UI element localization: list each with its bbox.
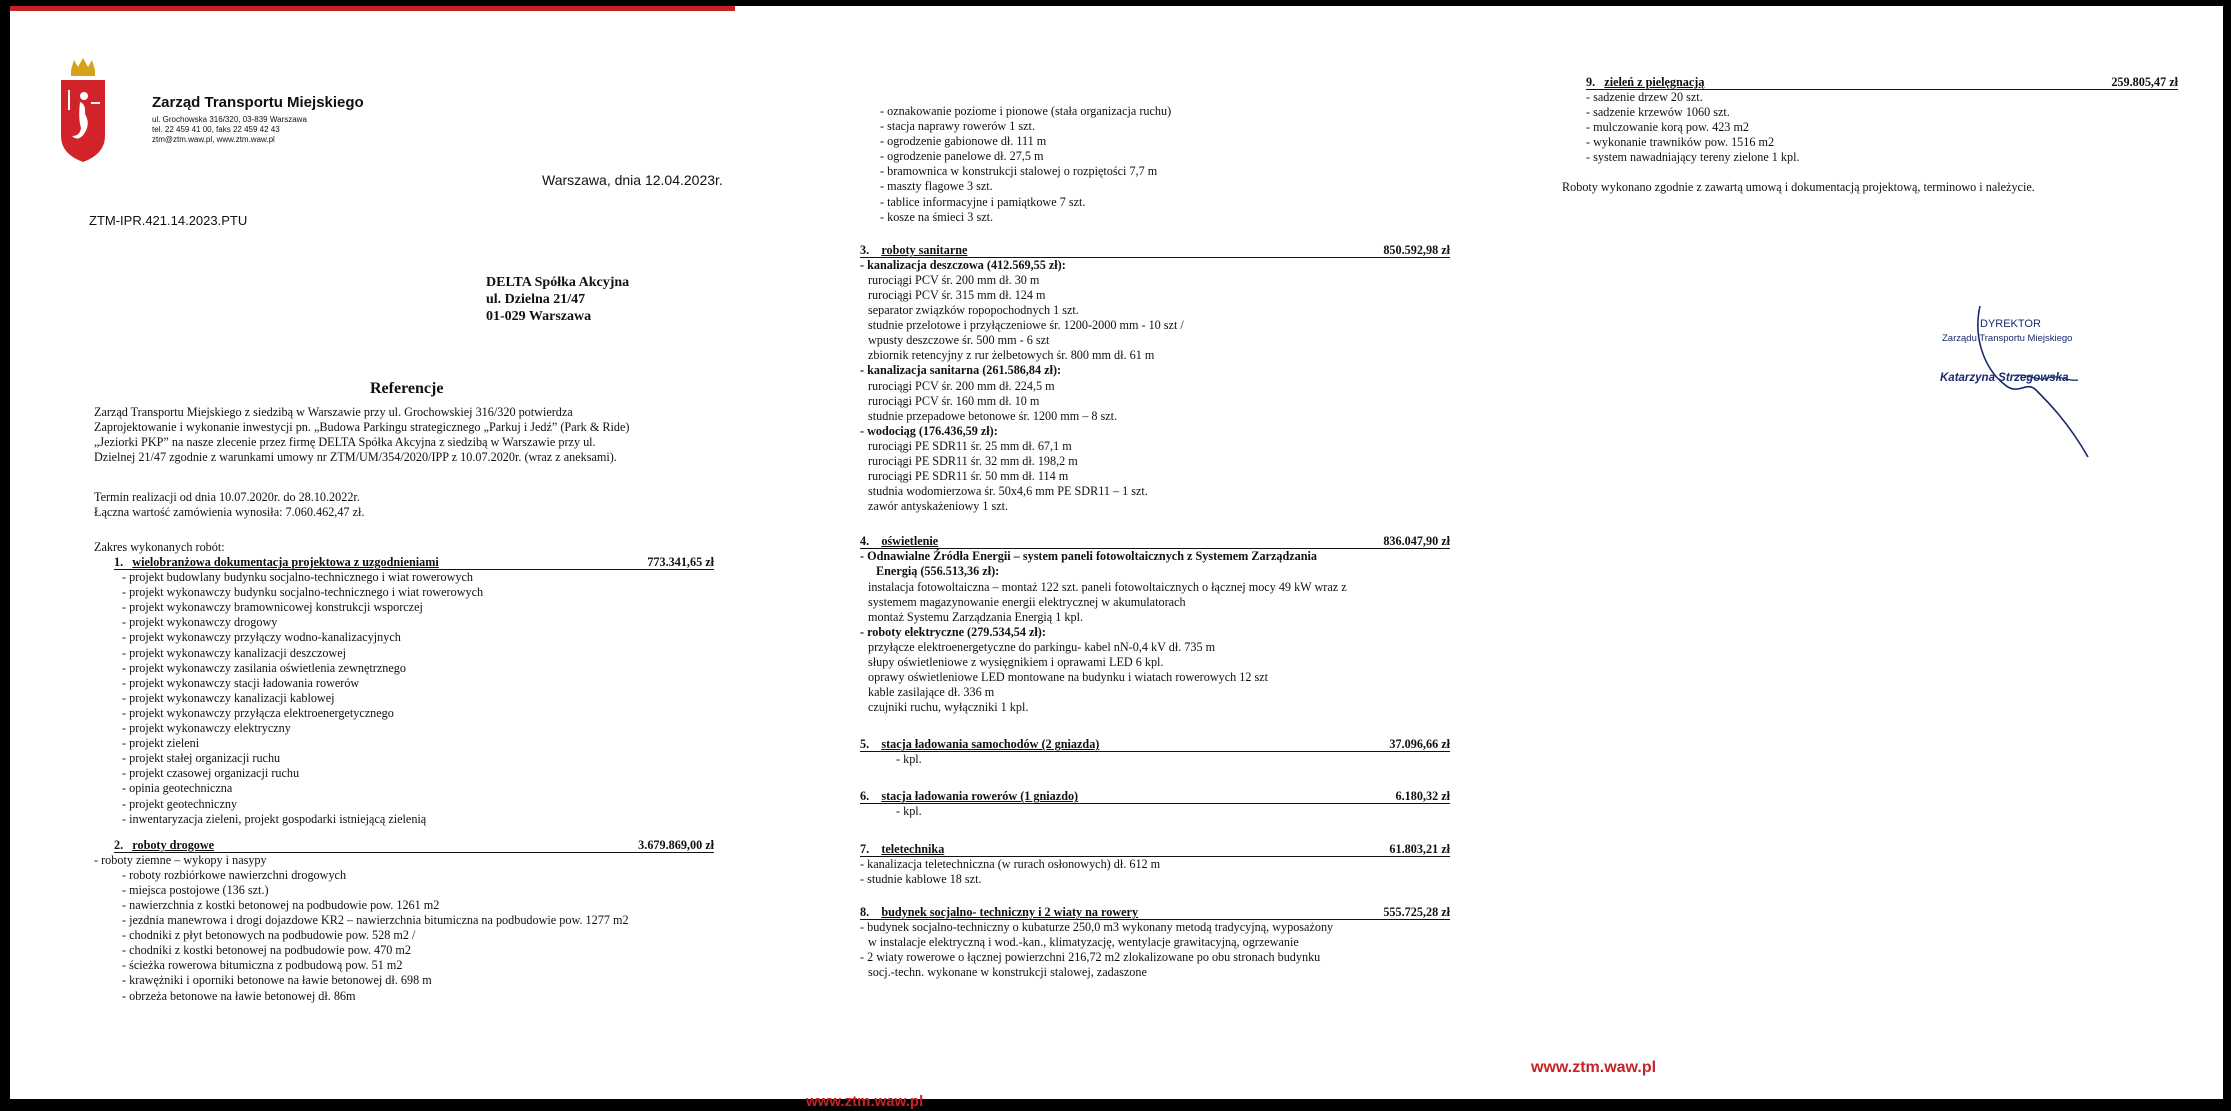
section-9-items	[1586, 90, 2178, 165]
list-item: - projekt wykonawczy drogowy	[122, 615, 278, 630]
list-item: - projekt wykonawczy budynku socjalno-technicznego i wiat rowerowych	[122, 585, 484, 600]
intro-line: „Jeziorki PKP” na nasze zlecenie przez firmę DELTA Spółka Akcyjna z siedzibą w Warszawie przy ul.	[94, 435, 596, 450]
signature-block	[1928, 302, 2158, 467]
section-amount: 555.725,28 zł	[1383, 904, 1450, 919]
section-header: 7. teletechnika 61.803,21 zł	[860, 841, 1450, 856]
list-item: rurociągi PCV śr. 200 mm dł. 30 m	[868, 272, 1040, 287]
section-title: stacja ładowania samochodów (2 gniazda)	[881, 737, 1100, 752]
section-amount: 259.805,47 zł	[2111, 75, 2178, 89]
subgroup-heading: - Odnawialne Źródła Energii – system paneli fotowoltaicznych z Systemem Zarządzania	[860, 549, 1318, 564]
list-item: - krawężniki i oporniki betonowe na ławie betonowej dł. 698 m	[122, 973, 432, 988]
list-item: - system nawadniający tereny zielone 1 kpl.	[1586, 150, 1800, 165]
list-item: - studnie kablowe 18 szt.	[860, 871, 982, 886]
date-line: Warszawa, dnia 12.04.2023r.	[542, 172, 723, 188]
scope-intro: Zakres wykonanych robót:	[94, 540, 225, 554]
letterhead	[58, 58, 364, 171]
list-item: - chodniki z kostki betonowej na podbudowie pow. 470 m2	[122, 943, 411, 958]
scope-col1	[94, 540, 714, 1004]
list-item: rurociągi PCV śr. 200 mm dł. 224,5 m	[868, 378, 1055, 393]
section-header: 1. wielobranżowa dokumentacja projektowa z uzgodnieniami 773.341,65 zł	[114, 555, 714, 570]
list-item: - bramownica w konstrukcji stalowej o rozpiętości 7,7 m	[880, 164, 1158, 179]
section-title: roboty drogowe	[132, 837, 215, 852]
list-item: - opinia geotechniczna	[122, 781, 233, 796]
list-item: - projekt zieleni	[122, 736, 200, 751]
list-item: kable zasilające dł. 336 m	[868, 685, 995, 700]
list-item: - wykonanie trawników pow. 1516 m2	[1586, 135, 1775, 150]
list-item: - ogrodzenie gabionowe dł. 111 m	[880, 134, 1047, 149]
section-4-body	[860, 549, 1450, 715]
list-item: - nawierzchnia z kostki betonowej na podbudowie pow. 1261 m2	[122, 897, 440, 912]
list-item: zbiornik retencyjny z rur żelbetowych śr. 800 mm dł. 61 m	[868, 348, 1155, 363]
signature-org: Zarządu Transportu Miejskiego	[1942, 333, 2073, 344]
list-item: - projekt wykonawczy przyłącza elektroenergetycznego	[122, 705, 394, 720]
section-amount: 836.047,90 zł	[1383, 534, 1450, 549]
section-header: 3. roboty sanitarne 850.592,98 zł	[860, 242, 1450, 257]
list-item: - obrzeża betonowe na ławie betonowej dł. 86m	[122, 988, 356, 1003]
list-item: oprawy oświetleniowe LED montowane na budynku i wiatach rowerowych 12 szt	[868, 670, 1269, 685]
section-3-body	[860, 258, 1450, 515]
list-item: - projekt czasowej organizacji ruchu	[122, 766, 300, 781]
subgroup-heading: - kanalizacja deszczowa (412.569,55 zł):	[860, 257, 1066, 272]
list-item: - projekt budowlany budynku socjalno-technicznego i wiat rowerowych	[122, 570, 473, 585]
list-item: - ogrodzenie panelowe dł. 27,5 m	[880, 149, 1044, 164]
intro-line: Zaprojektowanie i wykonanie inwestycji pn. „Budowa Parkingu strategicznego „Parkuj i Jedź” (Park & Ride)	[94, 420, 630, 435]
section-header: 6. stacja ładowania rowerów (1 gniazdo) 6.180,32 zł	[860, 789, 1450, 804]
section-header: 9. zieleń z pielęgnacją 259.805,47 zł	[1586, 75, 2178, 89]
section-amount: 6.180,32 zł	[1395, 789, 1450, 804]
subgroup-heading: - roboty elektryczne (279.534,54 zł):	[860, 624, 1046, 639]
recipient-line: 01-029 Warszawa	[486, 309, 592, 324]
list-item: systemem magazynowanie energii elektrycznej w akumulatorach	[868, 594, 1186, 609]
section-title: zieleń z pielęgnacją	[1604, 75, 1705, 89]
scope-col3	[1562, 75, 2178, 196]
org-address: ul. Grochowska 316/320, 03-839 Warszawa	[152, 115, 307, 124]
section-header: 5. stacja ładowania samochodów (2 gniazda) 37.096,66 zł	[860, 737, 1450, 752]
footer-url-cut: www.ztm.waw.pl	[806, 1093, 924, 1110]
list-item: rurociągi PE SDR11 śr. 50 mm dł. 114 m	[868, 469, 1069, 484]
list-item: - projekt wykonawczy stacji ładowania rowerów	[122, 675, 360, 690]
list-item: - roboty rozbiórkowe nawierzchni drogowych	[122, 867, 347, 882]
term-block	[94, 490, 364, 520]
list-item: - sadzenie krzewów 1060 szt.	[1586, 105, 1730, 120]
closing-statement: Roboty wykonano zgodnie z zawartą umową i dokumentacją projektową, terminowo i należycie.	[1562, 180, 2035, 195]
list-item: - miejsca postojowe (136 szt.)	[122, 882, 269, 897]
section-title: stacja ładowania rowerów (1 gniazdo)	[881, 789, 1079, 804]
list-item: - 2 wiaty rowerowe o łącznej powierzchni 216,72 m2 zlokalizowane po obu stronach budynku	[860, 949, 1321, 964]
list-item: w instalacje elektryczną i wod.-kan., klimatyzację, wentylacje grawitacyjną, ogrzewanie	[868, 934, 1299, 949]
scope-col2	[860, 104, 1450, 980]
section-2-items	[94, 868, 714, 1004]
list-item: rurociągi PCV śr. 160 mm dł. 10 m	[868, 393, 1040, 408]
intro-line: Zarząd Transportu Miejskiego z siedzibą w Warszawie przy ul. Grochowskiej 316/320 potwierdza	[94, 405, 573, 419]
intro-line: Dzielnej 21/47 zgodnie z warunkami umowy nr ZTM/UM/354/2020/IPP z 10.07.2020r. (wraz z aneksami).	[94, 450, 617, 465]
list-item: - projekt wykonawczy zasilania oświetlenia zewnętrznego	[122, 660, 406, 675]
list-item: - kanalizacja teletechniczna (w rurach osłonowych) dł. 612 m	[860, 856, 1161, 871]
recipient-line: ul. Dzielna 21/47	[486, 292, 586, 307]
list-item: - inwentaryzacja zieleni, projekt gospodarki istniejącą zielenią	[122, 811, 427, 826]
intro-paragraph	[94, 405, 730, 465]
reference-number: ZTM-IPR.421.14.2023.PTU	[89, 213, 248, 228]
subgroup-heading: - kanalizacja sanitarna (261.586,84 zł):	[860, 363, 1062, 378]
section-header: 8. budynek socjalno- techniczny i 2 wiaty na rowery 555.725,28 zł	[860, 904, 1450, 919]
section-title: teletechnika	[881, 841, 945, 856]
list-item: - oznakowanie poziome i pionowe (stała organizacja ruchu)	[880, 104, 1172, 118]
list-item: - projekt stałej organizacji ruchu	[122, 751, 281, 766]
list-item: wpusty deszczowe śr. 500 mm - 6 szt	[868, 333, 1050, 348]
list-item: montaż Systemu Zarządzania Energią 1 kpl.	[868, 609, 1084, 624]
section-2-continued	[880, 104, 1450, 225]
list-item: - projekt wykonawczy elektryczny	[122, 721, 291, 736]
section-1-items	[114, 570, 714, 827]
list-item: - projekt geotechniczny	[122, 796, 238, 811]
section-amount: 3.679.869,00 zł	[638, 837, 714, 852]
subgroup-heading: - wodociąg (176.436,59 zł):	[860, 423, 998, 438]
recipient-line: DELTA Spółka Akcyjna	[486, 275, 630, 290]
list-item: studnie przelotowe i przyłączeniowe śr. 1200-2000 mm - 10 szt /	[868, 318, 1184, 333]
section-amount: 37.096,66 zł	[1389, 737, 1450, 752]
org-web: ztm@ztm.waw.pl, www.ztm.waw.pl	[152, 135, 275, 144]
list-item: - projekt wykonawczy kanalizacji kablowej	[122, 690, 335, 705]
section-amount: 61.803,21 zł	[1389, 841, 1450, 856]
list-item: - budynek socjalno-techniczny o kubaturze 250,0 m3 wykonany metodą tradycyjną, wyposażony	[860, 919, 1334, 934]
list-item: przyłącze elektroenergetyczne do parkingu- kabel nN-0,4 kV dł. 735 m	[868, 639, 1216, 654]
list-item: rurociągi PE SDR11 śr. 32 mm dł. 198,2 m	[868, 453, 1078, 468]
section-title: budynek socjalno- techniczny i 2 wiaty na rowery	[881, 904, 1139, 919]
list-item: - kosze na śmieci 3 szt.	[880, 209, 994, 224]
list-item: - jezdnia manewrowa i drogi dojazdowe KR2 – nawierzchnia bitumiczna na podbudowie pow. 1277 m2	[122, 913, 629, 928]
list-item: - maszty flagowe 3 szt.	[880, 179, 993, 194]
org-name: Zarząd Transportu Miejskiego	[152, 94, 364, 111]
list-item: - roboty ziemne – wykopy i nasypy	[94, 852, 267, 867]
signature-name: Katarzyna Strzegowska	[1940, 372, 2069, 384]
list-item: słupy oświetleniowe z wysięgnikiem i oprawami LED 6 kpl.	[868, 655, 1164, 669]
subgroup-heading: Energią (556.513,36 zł):	[876, 564, 1000, 579]
list-item: zawór antyskażeniowy 1 szt.	[868, 499, 1009, 514]
signature-role: DYREKTOR	[1980, 318, 2041, 330]
section-title: wielobranżowa dokumentacja projektowa z uzgodnieniami	[132, 555, 439, 570]
footer-url: www.ztm.waw.pl	[1531, 1059, 1657, 1076]
org-phone: tel. 22 459 41 00, faks 22 459 42 43	[152, 125, 280, 134]
list-item: rurociągi PCV śr. 315 mm dł. 124 m	[868, 287, 1046, 302]
list-item: - ścieżka rowerowa bitumiczna z podbudową pow. 51 m2	[122, 958, 403, 973]
section-title: oświetlenie	[881, 534, 939, 549]
list-item: separator związków ropopochodnych 1 szt.	[868, 303, 1079, 318]
section-title: roboty sanitarne	[881, 242, 968, 257]
realization-term: Termin realizacji od dnia 10.07.2020r. do 28.10.2022r.	[94, 490, 360, 504]
warsaw-coat-of-arms-icon	[58, 58, 108, 166]
list-item: - projekt wykonawczy bramownicowej konstrukcji wsporczej	[122, 600, 423, 615]
list-item: studnia wodomierzowa śr. 50x4,6 mm PE SDR11 – 1 szt.	[868, 484, 1148, 499]
list-item: czujniki ruchu, wyłączniki 1 kpl.	[868, 700, 1029, 715]
list-item: socj.-techn. wykonane w konstrukcji stalowej, zadaszone	[868, 965, 1147, 980]
contract-total: Łączna wartość zamówienia wynosiła: 7.060.462,47 zł.	[94, 505, 365, 520]
section-amount: 850.592,98 zł	[1383, 242, 1450, 257]
list-item: - mulczowanie korą pow. 423 m2	[1586, 120, 1750, 135]
list-item: - kpl.	[896, 804, 922, 819]
section-amount: 773.341,65 zł	[647, 555, 714, 570]
list-item: instalacja fotowoltaiczna – montaż 122 szt. paneli fotowoltaicznych o łącznej mocy 49 kW wraz z	[868, 579, 1347, 594]
list-item: - kpl.	[896, 752, 922, 767]
recipient-block	[486, 274, 629, 325]
list-item: - sadzenie drzew 20 szt.	[1586, 90, 1703, 104]
list-item: rurociągi PE SDR11 śr. 25 mm dł. 67,1 m	[868, 438, 1072, 453]
document-title: Referencje	[370, 380, 444, 397]
list-item: - projekt wykonawczy przyłączy wodno-kanalizacyjnych	[122, 630, 401, 645]
list-item: - stacja naprawy rowerów 1 szt.	[880, 119, 1035, 134]
list-item: - tablice informacyjne i pamiątkowe 7 szt.	[880, 194, 1086, 209]
list-item: - projekt wykonawczy kanalizacji deszczowej	[122, 645, 347, 660]
list-item: - chodniki z płyt betonowych na podbudowie pow. 528 m2 /	[122, 928, 416, 943]
list-item: studnie przepadowe betonowe śr. 1200 mm – 8 szt.	[868, 408, 1118, 423]
handwritten-signature-icon	[1928, 302, 2158, 467]
letterhead-red-stripe	[10, 6, 735, 11]
section-header: 4. oświetlenie 836.047,90 zł	[860, 534, 1450, 549]
section-header: 2. roboty drogowe 3.679.869,00 zł	[114, 837, 714, 852]
